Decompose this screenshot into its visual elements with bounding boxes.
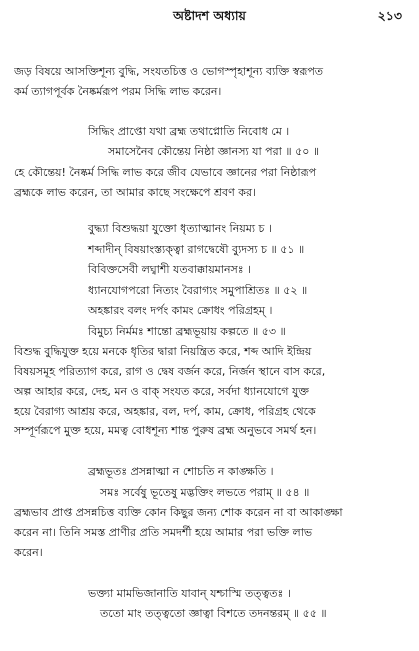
prose-line: অল্প আহার করে, দেহ, মন ও বাক্ সংযত করে, সর্বদা ধ্যানযোগে যুক্ত	[14, 385, 309, 398]
prose-line: করেন।	[14, 546, 43, 559]
page-number: ২১৩	[377, 8, 402, 23]
verse-line: সিদ্ধিং প্রাপ্তো যথা ব্রহ্ম তথাপ্নোতি নিবোধ মে ।	[88, 125, 290, 138]
page-header	[0, 8, 419, 30]
prose-line: বিষয়সমূহ পরিত্যাগ করে, রাগ ও দ্বেষ বর্জন করে, নির্জন স্থানে বাস করে,	[14, 365, 326, 378]
prose-line: ব্রহ্মকে লাভ করেন, তা আমার কাছে সংক্ষেপে শ্রবণ কর।	[14, 186, 256, 199]
chapter-title: অষ্টাদশ অধ্যায়	[173, 8, 246, 23]
prose-line: হয়ে বৈরাগ্য আশ্রয় করে, অহঙ্কার, বল, দর্প, কাম, ক্রোধ, পরিগ্রহ থেকে	[14, 405, 316, 418]
verse-line: সমাসেনৈব কৌন্তেয় নিষ্ঠা জ্ঞানস্য যা পরা ॥ ৫০ ॥	[108, 145, 320, 158]
verse-line: ভক্ত্যা মামভিজানাতি যাবান্ যশ্চাস্মি তত্ত্বতঃ ।	[88, 587, 291, 600]
prose-line: সম্পূর্ণরূপে মুক্ত হয়ে, মমত্ব বোধশূন্য শান্ত পুরুষ ব্রহ্ম অনুভবে সমর্থ হন।	[14, 424, 317, 437]
verse-line: ততো মাং তত্ত্বতো জ্ঞাত্বা বিশতে তদনন্তরম্ ॥ ৫৫ ॥	[100, 607, 327, 620]
prose-line: হে কৌন্তেয়! নৈষ্কর্ম সিদ্ধি লাভ করে জীব যেভাবে জ্ঞানের পরা নিষ্ঠারূপ	[14, 166, 317, 179]
verse-line: বিবিক্তসেবী লঘ্বাশী যতবাক্কায়মানসঃ ।	[88, 263, 252, 276]
verse-line: ধ্যানযোগপরো নিত্যং বৈরাগ্যং সমুপাশ্রিতঃ ॥ ৫২ ॥	[88, 284, 308, 297]
prose-line: ব্রহ্মভাব প্রাপ্ত প্রসন্নচিত্ত ব্যক্তি কোন কিছুর জন্য শোক করেন না বা আকাঙ্ক্ষা	[14, 506, 343, 519]
prose-line: বিশুদ্ধ বুদ্ধিযুক্ত হয়ে মনকে ধৃতির দ্বারা নিয়ন্ত্রিত করে, শব্দ আদি ইন্দ্রিয়	[14, 345, 312, 358]
prose-line: জড় বিষয়ে আসক্তিশূন্য বুদ্ধি, সংযতচিত্ত ও ভোগস্পৃহাশূন্য ব্যক্তি স্বরূপত	[14, 65, 324, 78]
verse-line: ব্রহ্মভূতঃ প্রসন্নাত্মা ন শোচতি ন কাঙ্ক্ষতি ।	[88, 465, 274, 478]
prose-line: কর্ম ত্যাগপূর্বক নৈষ্কর্মরূপ পরম সিদ্ধি লাভ করেন।	[14, 85, 222, 98]
verse-line: বুদ্ধ্যা বিশুদ্ধয়া যুক্তো ধৃত্যাত্মানং নিয়ম্য চ ।	[88, 222, 272, 235]
verse-line: অহঙ্কারং বলং দর্পং কামং ক্রোধং পরিগ্রহম্ ।	[88, 304, 273, 317]
verse-line: শব্দাদীন্ বিষয়াংস্ত্যক্ত্বা রাগদ্বেষৌ ব্যুদস্য চ ॥ ৫১ ॥	[88, 243, 305, 256]
prose-line: করেন না। তিনি সমস্ত প্রাণীর প্রতি সমদর্শী হয়ে আমার পরা ভক্তি লাভ	[14, 526, 313, 539]
verse-line: বিমুচ্য নির্মমঃ শান্তো ব্রহ্মভূয়ায় কল্পতে ॥ ৫৩ ॥	[88, 325, 286, 338]
verse-line: সমঃ সর্বেষু ভূতেষু মদ্ভক্তিং লভতে পরাম্ ॥ ৫৪ ॥	[100, 486, 310, 499]
